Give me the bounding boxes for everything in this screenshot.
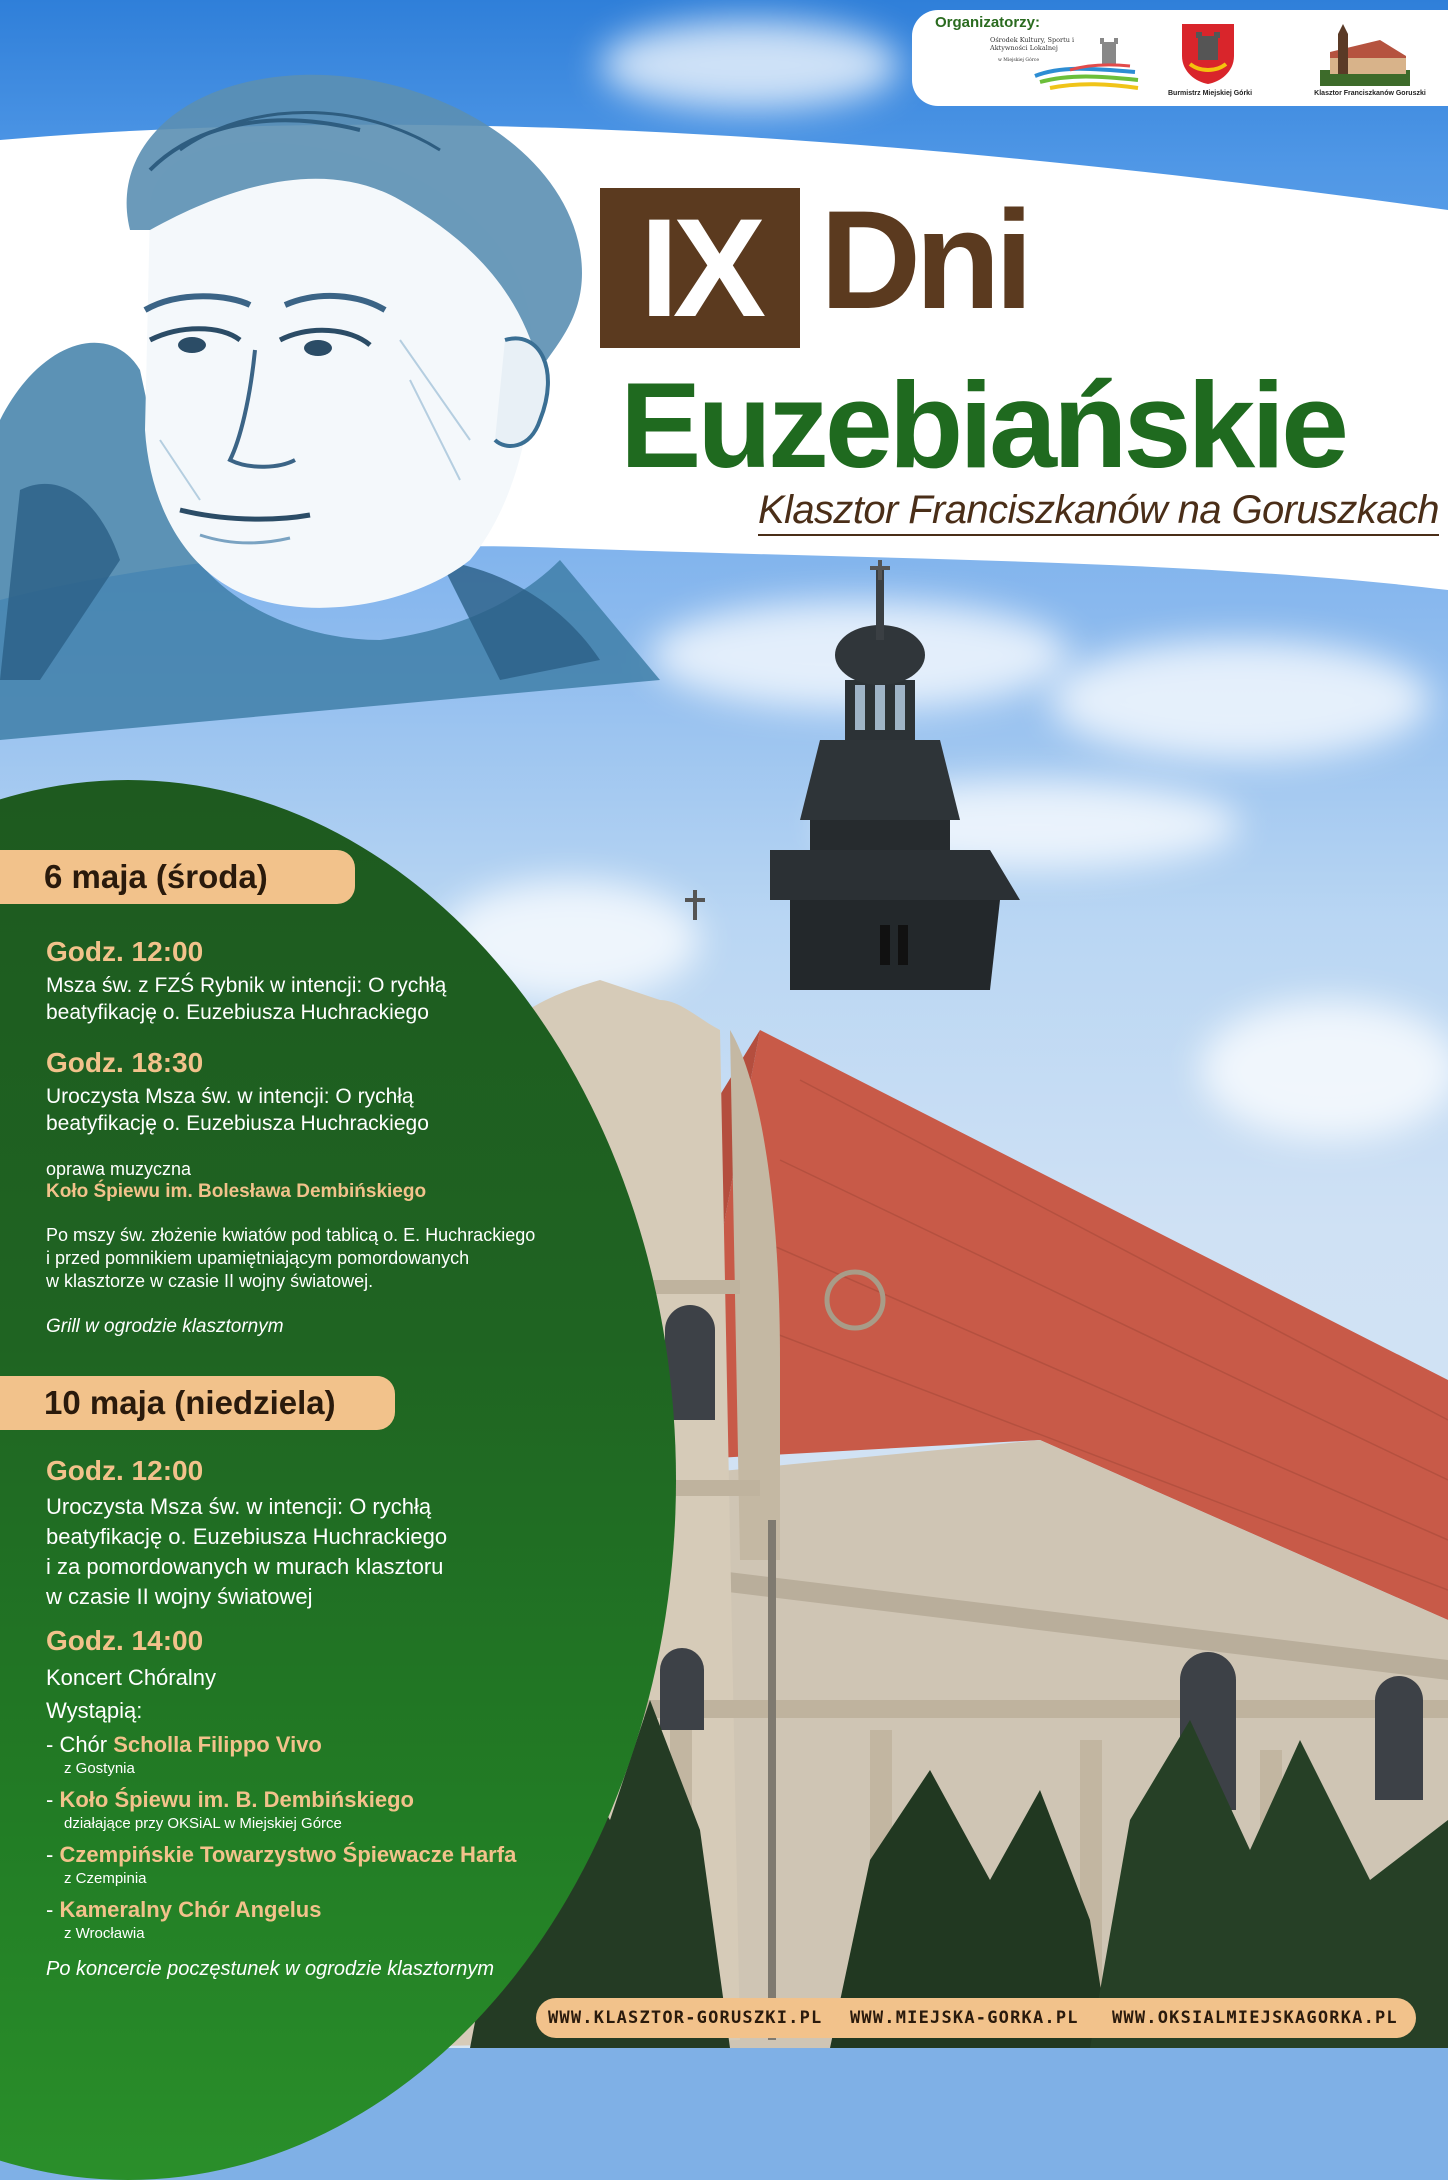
music-label: oprawa muzyczna bbox=[46, 1159, 192, 1179]
oksial-logo-text: Ośrodek Kultury, Sportu i Aktywności Lokalnej bbox=[990, 36, 1075, 52]
day2-event1-line2: beatyfikację o. Euzebiusza Huchrackiego bbox=[46, 1524, 448, 1549]
footer-link-miejska-gorka[interactable]: WWW.MIEJSKA-GORKA.PL bbox=[850, 2008, 1079, 2028]
choir-name: Scholla Filippo Vivo bbox=[113, 1732, 322, 1757]
choir-list-item bbox=[46, 1897, 321, 1923]
day1-event1-hour: Godz. 12:00 bbox=[46, 936, 204, 967]
day1-event2-line2: beatyfikację o. Euzebiusza Huchrackiego bbox=[46, 1112, 429, 1135]
oksial-logo-subtext: w Miejskiej Górce bbox=[998, 58, 1039, 63]
monastery-caption: Klasztor Franciszkanów Goruszki bbox=[1314, 90, 1426, 97]
music-name: Koło Śpiewu im. Bolesława Dembińskiego bbox=[46, 1181, 427, 1202]
title-numeral: IX bbox=[639, 189, 761, 346]
page-subtitle: Klasztor Franciszkanów na Goruszkach bbox=[758, 488, 1439, 536]
footer-link-oksial[interactable]: WWW.OKSIALMIEJSKAGORKA.PL bbox=[1112, 2008, 1398, 2028]
closing-note: Po koncercie poczęstunek w ogrodzie klasztornym bbox=[46, 1958, 494, 1980]
day1-after-line1: Po mszy św. złożenie kwiatów pod tablicą o. E. Huchrackiego bbox=[46, 1225, 536, 1245]
choir-name: Kameralny Chór Angelus bbox=[59, 1897, 322, 1922]
day1-after-line2: i przed pomnikiem upamiętniającym pomordowanych bbox=[46, 1248, 470, 1268]
day2-event1-hour: Godz. 12:00 bbox=[46, 1455, 204, 1486]
concert-title: Koncert Chóralny bbox=[46, 1665, 216, 1690]
title-word1: Dni bbox=[820, 181, 1028, 338]
choir-prefix: - bbox=[46, 1897, 60, 1922]
choir-origin: z Wrocławia bbox=[64, 1925, 145, 1942]
day1-event1-line1: Msza św. z FZŚ Rybnik w intencji: O rychłą bbox=[46, 974, 447, 997]
choir-name: Czempińskie Towarzystwo Śpiewacze Harfa bbox=[59, 1842, 517, 1867]
choir-prefix: - bbox=[46, 1787, 60, 1812]
footer-link-klasztor[interactable]: WWW.KLASZTOR-GORUSZKI.PL bbox=[548, 2008, 823, 2028]
day2-event1-line1: Uroczysta Msza św. w intencji: O rychłą bbox=[46, 1494, 432, 1519]
title-word2: Euzebiańskie bbox=[620, 357, 1345, 493]
day1-event1-line2: beatyfikację o. Euzebiusza Huchrackiego bbox=[46, 1001, 429, 1024]
day1-event2-hour: Godz. 18:30 bbox=[46, 1047, 204, 1078]
day2-event1-line4: w czasie II wojny światowej bbox=[46, 1584, 313, 1609]
day1-event2-line1: Uroczysta Msza św. w intencji: O rychłą bbox=[46, 1085, 414, 1108]
day2-event2-hour: Godz. 14:00 bbox=[46, 1625, 204, 1656]
monastery-icon bbox=[1320, 22, 1410, 86]
day1-after-line3: w klasztorze w czasie II wojny światowej. bbox=[46, 1271, 374, 1291]
choir-list-item bbox=[46, 1787, 414, 1813]
oksial-logo-icon bbox=[1030, 36, 1140, 96]
day1-label: 6 maja (środa) bbox=[0, 850, 355, 904]
choir-list-item bbox=[46, 1732, 322, 1758]
grill-note: Grill w ogrodzie klasztornym bbox=[46, 1316, 284, 1337]
choir-origin: z Gostynia bbox=[64, 1760, 135, 1777]
organizers-title: Organizatorzy: bbox=[935, 14, 1041, 31]
choir-prefix: - bbox=[46, 1842, 60, 1867]
day2-label: 10 maja (niedziela) bbox=[0, 1376, 395, 1430]
choir-prefix: - Chór bbox=[46, 1732, 114, 1757]
choir-name: Koło Śpiewu im. B. Dembińskiego bbox=[59, 1787, 414, 1812]
coat-of-arms-caption: Burmistrz Miejskiej Górki bbox=[1167, 90, 1253, 97]
choir-list-item bbox=[46, 1842, 516, 1868]
coat-of-arms-icon bbox=[1178, 20, 1238, 86]
performers-label: Wystąpią: bbox=[46, 1698, 143, 1723]
day2-event1-line3: i za pomordowanych w murach klasztoru bbox=[46, 1554, 444, 1579]
choir-origin: z Czempinia bbox=[64, 1870, 147, 1887]
choir-origin: działające przy OKSiAL w Miejskiej Górce bbox=[64, 1815, 342, 1832]
friar-portrait-icon bbox=[0, 40, 680, 760]
